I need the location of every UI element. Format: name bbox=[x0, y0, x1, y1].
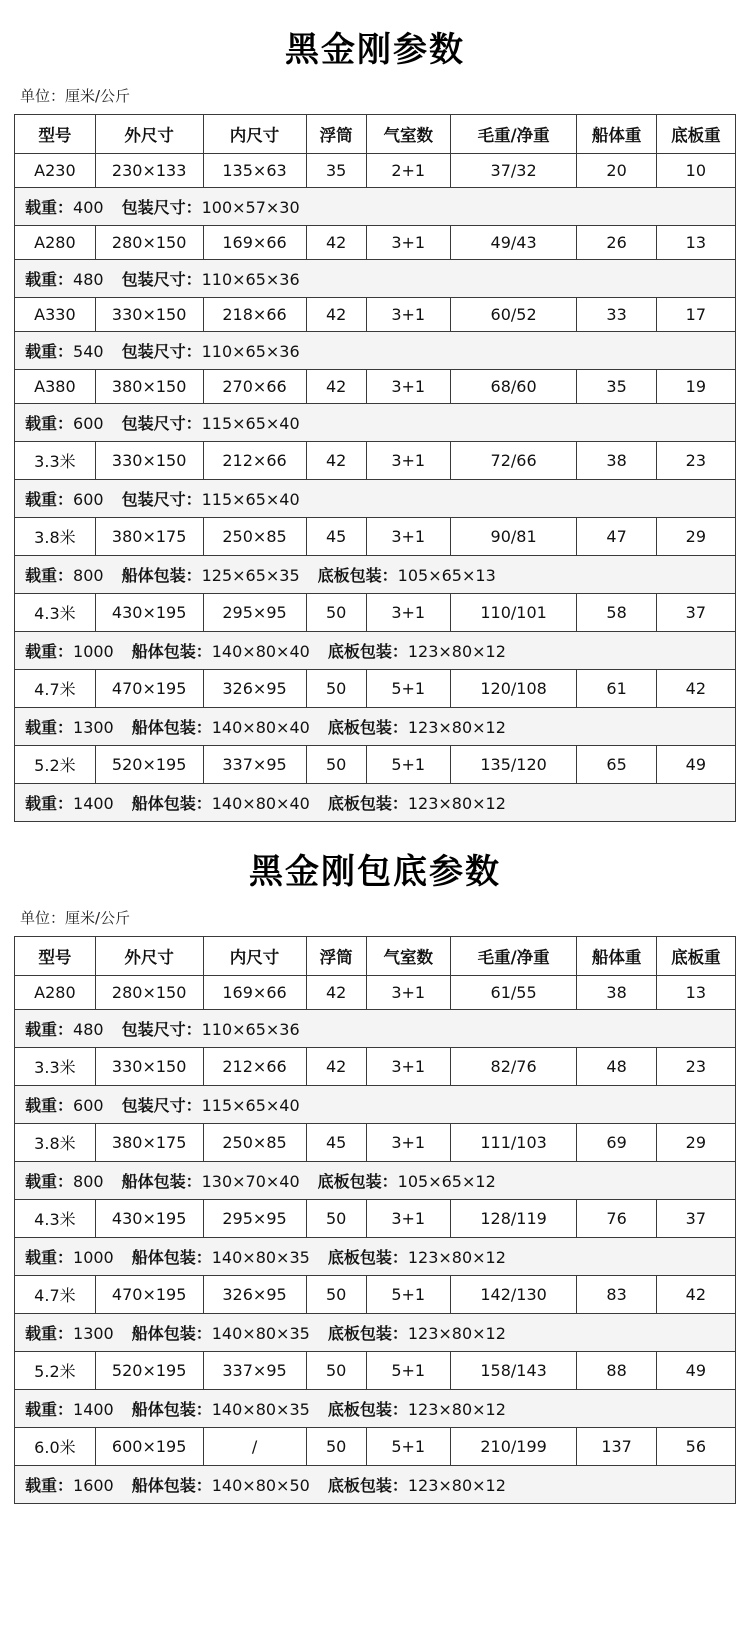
table-row bbox=[15, 518, 736, 556]
table-cell: 326×95 bbox=[203, 670, 306, 708]
table-cell: 4.7米 bbox=[15, 1276, 96, 1314]
page-title-2: 黑金刚包底参数 bbox=[249, 852, 501, 892]
table-cell: 280×150 bbox=[95, 976, 203, 1010]
table-cell: 4.3米 bbox=[15, 1200, 96, 1238]
table-row bbox=[15, 298, 736, 332]
table-cell: 42 bbox=[306, 298, 366, 332]
section-black-king-kong-bottom bbox=[0, 844, 750, 1504]
table-cell: 337×95 bbox=[203, 1352, 306, 1390]
table-cell: 295×95 bbox=[203, 1200, 306, 1238]
table-cell: 520×195 bbox=[95, 746, 203, 784]
column-header-chambers: 气室数 bbox=[366, 115, 450, 154]
table-cell: 60/52 bbox=[450, 298, 577, 332]
table-row bbox=[15, 1428, 736, 1466]
unit-note-2: 单位：厘米/公斤 bbox=[20, 909, 131, 927]
table-cell: 42 bbox=[306, 226, 366, 260]
table-cell: 5+1 bbox=[366, 1428, 450, 1466]
spec-table-2 bbox=[14, 936, 736, 1504]
table-cell: 45 bbox=[306, 1124, 366, 1162]
table-cell: 380×150 bbox=[95, 370, 203, 404]
table-cell: 88 bbox=[577, 1352, 656, 1390]
table-cell: 4.7米 bbox=[15, 670, 96, 708]
table-cell: 42 bbox=[306, 1048, 366, 1086]
table-row bbox=[15, 1048, 736, 1086]
table-cell: 38 bbox=[577, 976, 656, 1010]
column-header-inner-size: 内尺寸 bbox=[203, 115, 306, 154]
table-cell: 280×150 bbox=[95, 226, 203, 260]
table-cell: 61/55 bbox=[450, 976, 577, 1010]
column-header-model: 型号 bbox=[15, 115, 96, 154]
table-cell: A330 bbox=[15, 298, 96, 332]
column-header-floor-weight: 底板重 bbox=[656, 937, 735, 976]
table-row-load-info bbox=[15, 480, 736, 518]
table-cell: A230 bbox=[15, 154, 96, 188]
table-cell: 50 bbox=[306, 1352, 366, 1390]
column-header-model: 型号 bbox=[15, 937, 96, 976]
table-cell: 20 bbox=[577, 154, 656, 188]
table-cell: 35 bbox=[577, 370, 656, 404]
table-cell: 135×63 bbox=[203, 154, 306, 188]
table-cell: 10 bbox=[656, 154, 735, 188]
table-cell: 3+1 bbox=[366, 594, 450, 632]
table-cell: 3+1 bbox=[366, 1124, 450, 1162]
table-row-load-info bbox=[15, 332, 736, 370]
table-cell: 56 bbox=[656, 1428, 735, 1466]
table-cell: 3+1 bbox=[366, 442, 450, 480]
table-cell: 3.3米 bbox=[15, 1048, 96, 1086]
table-row bbox=[15, 226, 736, 260]
table-cell: 110/101 bbox=[450, 594, 577, 632]
table-row-load-info bbox=[15, 260, 736, 298]
table-cell: 3+1 bbox=[366, 518, 450, 556]
table-cell: 250×85 bbox=[203, 518, 306, 556]
column-header-gross-net-weight: 毛重/净重 bbox=[450, 937, 577, 976]
table-cell: 470×195 bbox=[95, 1276, 203, 1314]
table-cell: 380×175 bbox=[95, 1124, 203, 1162]
table-cell: 169×66 bbox=[203, 976, 306, 1010]
table-cell: 330×150 bbox=[95, 442, 203, 480]
table-cell: 76 bbox=[577, 1200, 656, 1238]
table-cell: 600×195 bbox=[95, 1428, 203, 1466]
table-cell: 230×133 bbox=[95, 154, 203, 188]
table-row bbox=[15, 594, 736, 632]
table-cell: 158/143 bbox=[450, 1352, 577, 1390]
table-cell: 35 bbox=[306, 154, 366, 188]
table-cell: 380×175 bbox=[95, 518, 203, 556]
table-cell: 42 bbox=[656, 1276, 735, 1314]
table-cell: 5.2米 bbox=[15, 746, 96, 784]
column-header-gross-net-weight: 毛重/净重 bbox=[450, 115, 577, 154]
table-cell: 470×195 bbox=[95, 670, 203, 708]
table-cell: 37/32 bbox=[450, 154, 577, 188]
load-info-cell: 载重：800 船体包装：130×70×40 底板包装：105×65×12 bbox=[15, 1162, 736, 1200]
table-cell: 430×195 bbox=[95, 594, 203, 632]
load-info-cell: 载重：600 包装尺寸：115×65×40 bbox=[15, 1086, 736, 1124]
spec-table-1 bbox=[14, 114, 736, 822]
table-row bbox=[15, 670, 736, 708]
table-cell: 42 bbox=[306, 976, 366, 1010]
table-row-load-info bbox=[15, 556, 736, 594]
table-row-load-info bbox=[15, 708, 736, 746]
table-body-1 bbox=[15, 154, 736, 822]
table-cell: 520×195 bbox=[95, 1352, 203, 1390]
table-cell: 48 bbox=[577, 1048, 656, 1086]
table-cell: 58 bbox=[577, 594, 656, 632]
table-cell: 169×66 bbox=[203, 226, 306, 260]
table-cell: 212×66 bbox=[203, 442, 306, 480]
table-row bbox=[15, 1352, 736, 1390]
table-cell: 23 bbox=[656, 442, 735, 480]
table-row bbox=[15, 746, 736, 784]
load-info-cell: 载重：540 包装尺寸：110×65×36 bbox=[15, 332, 736, 370]
table-cell: 5.2米 bbox=[15, 1352, 96, 1390]
table-cell: 6.0米 bbox=[15, 1428, 96, 1466]
table-cell: 23 bbox=[656, 1048, 735, 1086]
table-cell: 137 bbox=[577, 1428, 656, 1466]
table-row bbox=[15, 1200, 736, 1238]
table-cell: 330×150 bbox=[95, 1048, 203, 1086]
column-header-floor-weight: 底板重 bbox=[656, 115, 735, 154]
table-cell: 50 bbox=[306, 1428, 366, 1466]
table-cell: 5+1 bbox=[366, 1352, 450, 1390]
table-row-load-info bbox=[15, 1314, 736, 1352]
table-header-row bbox=[15, 937, 736, 976]
table-cell: 5+1 bbox=[366, 1276, 450, 1314]
table-cell: 13 bbox=[656, 976, 735, 1010]
table-cell: 3+1 bbox=[366, 298, 450, 332]
table-cell: 50 bbox=[306, 670, 366, 708]
column-header-tube: 浮筒 bbox=[306, 937, 366, 976]
load-info-cell: 载重：400 包装尺寸：100×57×30 bbox=[15, 188, 736, 226]
table-row-load-info bbox=[15, 1238, 736, 1276]
table-body-2 bbox=[15, 976, 736, 1504]
table-cell: 135/120 bbox=[450, 746, 577, 784]
table-cell: 250×85 bbox=[203, 1124, 306, 1162]
column-header-hull-weight: 船体重 bbox=[577, 115, 656, 154]
table-cell: 37 bbox=[656, 594, 735, 632]
table-cell: 13 bbox=[656, 226, 735, 260]
column-header-hull-weight: 船体重 bbox=[577, 937, 656, 976]
load-info-cell: 载重：600 包装尺寸：115×65×40 bbox=[15, 480, 736, 518]
table-cell: 65 bbox=[577, 746, 656, 784]
column-header-outer-size: 外尺寸 bbox=[95, 115, 203, 154]
load-info-cell: 载重：800 船体包装：125×65×35 底板包装：105×65×13 bbox=[15, 556, 736, 594]
table-cell: 3+1 bbox=[366, 370, 450, 404]
table-cell: 218×66 bbox=[203, 298, 306, 332]
table-cell: 295×95 bbox=[203, 594, 306, 632]
table-cell: 38 bbox=[577, 442, 656, 480]
table-row-load-info bbox=[15, 1466, 736, 1504]
load-info-cell: 载重：1400 船体包装：140×80×40 底板包装：123×80×12 bbox=[15, 784, 736, 822]
table-cell: 33 bbox=[577, 298, 656, 332]
table-row-load-info bbox=[15, 1010, 736, 1048]
table-cell: 29 bbox=[656, 518, 735, 556]
table-cell: 3+1 bbox=[366, 1200, 450, 1238]
table-cell: 47 bbox=[577, 518, 656, 556]
table-cell: 326×95 bbox=[203, 1276, 306, 1314]
table-cell: 42 bbox=[656, 670, 735, 708]
column-header-tube: 浮筒 bbox=[306, 115, 366, 154]
table-row-load-info bbox=[15, 1086, 736, 1124]
load-info-cell: 载重：1000 船体包装：140×80×40 底板包装：123×80×12 bbox=[15, 632, 736, 670]
table-cell: 142/130 bbox=[450, 1276, 577, 1314]
table-cell: 120/108 bbox=[450, 670, 577, 708]
table-cell: 430×195 bbox=[95, 1200, 203, 1238]
table-cell: 19 bbox=[656, 370, 735, 404]
table-cell: 50 bbox=[306, 1200, 366, 1238]
table-row-load-info bbox=[15, 784, 736, 822]
table-cell: 26 bbox=[577, 226, 656, 260]
table-row bbox=[15, 976, 736, 1010]
table-cell: 42 bbox=[306, 370, 366, 404]
section-black-king-kong bbox=[0, 22, 750, 822]
table-cell: A280 bbox=[15, 226, 96, 260]
table-cell: 3.8米 bbox=[15, 518, 96, 556]
table-cell: 90/81 bbox=[450, 518, 577, 556]
table-cell: 4.3米 bbox=[15, 594, 96, 632]
table-cell: 5+1 bbox=[366, 746, 450, 784]
table-cell: 37 bbox=[656, 1200, 735, 1238]
table-cell: A380 bbox=[15, 370, 96, 404]
table-header-row bbox=[15, 115, 736, 154]
table-cell: 17 bbox=[656, 298, 735, 332]
table-row-load-info bbox=[15, 632, 736, 670]
table-cell: 210/199 bbox=[450, 1428, 577, 1466]
spec-sheet-page bbox=[0, 22, 750, 1516]
table-cell: 29 bbox=[656, 1124, 735, 1162]
column-header-outer-size: 外尺寸 bbox=[95, 937, 203, 976]
unit-note: 单位：厘米/公斤 bbox=[20, 87, 131, 105]
table-cell: 72/66 bbox=[450, 442, 577, 480]
table-cell: 69 bbox=[577, 1124, 656, 1162]
table-cell: 128/119 bbox=[450, 1200, 577, 1238]
table-cell: 50 bbox=[306, 594, 366, 632]
table-row-load-info bbox=[15, 1390, 736, 1428]
load-info-cell: 载重：480 包装尺寸：110×65×36 bbox=[15, 1010, 736, 1048]
table-cell: 49/43 bbox=[450, 226, 577, 260]
table-row-load-info bbox=[15, 404, 736, 442]
table-cell: 270×66 bbox=[203, 370, 306, 404]
table-row bbox=[15, 442, 736, 480]
column-header-chambers: 气室数 bbox=[366, 937, 450, 976]
table-cell: 45 bbox=[306, 518, 366, 556]
table-cell: 49 bbox=[656, 746, 735, 784]
table-row-load-info bbox=[15, 188, 736, 226]
table-cell: 3.8米 bbox=[15, 1124, 96, 1162]
table-row bbox=[15, 1124, 736, 1162]
table-row-load-info bbox=[15, 1162, 736, 1200]
table-cell: 212×66 bbox=[203, 1048, 306, 1086]
table-row bbox=[15, 154, 736, 188]
table-cell: 337×95 bbox=[203, 746, 306, 784]
table-cell: 50 bbox=[306, 746, 366, 784]
load-info-cell: 载重：1600 船体包装：140×80×50 底板包装：123×80×12 bbox=[15, 1466, 736, 1504]
table-cell: 3+1 bbox=[366, 976, 450, 1010]
table-cell: 49 bbox=[656, 1352, 735, 1390]
load-info-cell: 载重：1400 船体包装：140×80×35 底板包装：123×80×12 bbox=[15, 1390, 736, 1428]
load-info-cell: 载重：480 包装尺寸：110×65×36 bbox=[15, 260, 736, 298]
table-cell: 83 bbox=[577, 1276, 656, 1314]
table-cell: / bbox=[203, 1428, 306, 1466]
column-header-inner-size: 内尺寸 bbox=[203, 937, 306, 976]
table-row bbox=[15, 1276, 736, 1314]
table-cell: 5+1 bbox=[366, 670, 450, 708]
page-title: 黑金刚参数 bbox=[285, 30, 465, 70]
table-cell: 3.3米 bbox=[15, 442, 96, 480]
table-cell: 2+1 bbox=[366, 154, 450, 188]
table-cell: A280 bbox=[15, 976, 96, 1010]
table-cell: 61 bbox=[577, 670, 656, 708]
table-cell: 3+1 bbox=[366, 1048, 450, 1086]
load-info-cell: 载重：1300 船体包装：140×80×35 底板包装：123×80×12 bbox=[15, 1314, 736, 1352]
table-cell: 3+1 bbox=[366, 226, 450, 260]
table-cell: 82/76 bbox=[450, 1048, 577, 1086]
table-row bbox=[15, 370, 736, 404]
table-cell: 111/103 bbox=[450, 1124, 577, 1162]
table-cell: 42 bbox=[306, 442, 366, 480]
load-info-cell: 载重：1300 船体包装：140×80×40 底板包装：123×80×12 bbox=[15, 708, 736, 746]
load-info-cell: 载重：1000 船体包装：140×80×35 底板包装：123×80×12 bbox=[15, 1238, 736, 1276]
load-info-cell: 载重：600 包装尺寸：115×65×40 bbox=[15, 404, 736, 442]
table-cell: 50 bbox=[306, 1276, 366, 1314]
table-cell: 330×150 bbox=[95, 298, 203, 332]
table-cell: 68/60 bbox=[450, 370, 577, 404]
